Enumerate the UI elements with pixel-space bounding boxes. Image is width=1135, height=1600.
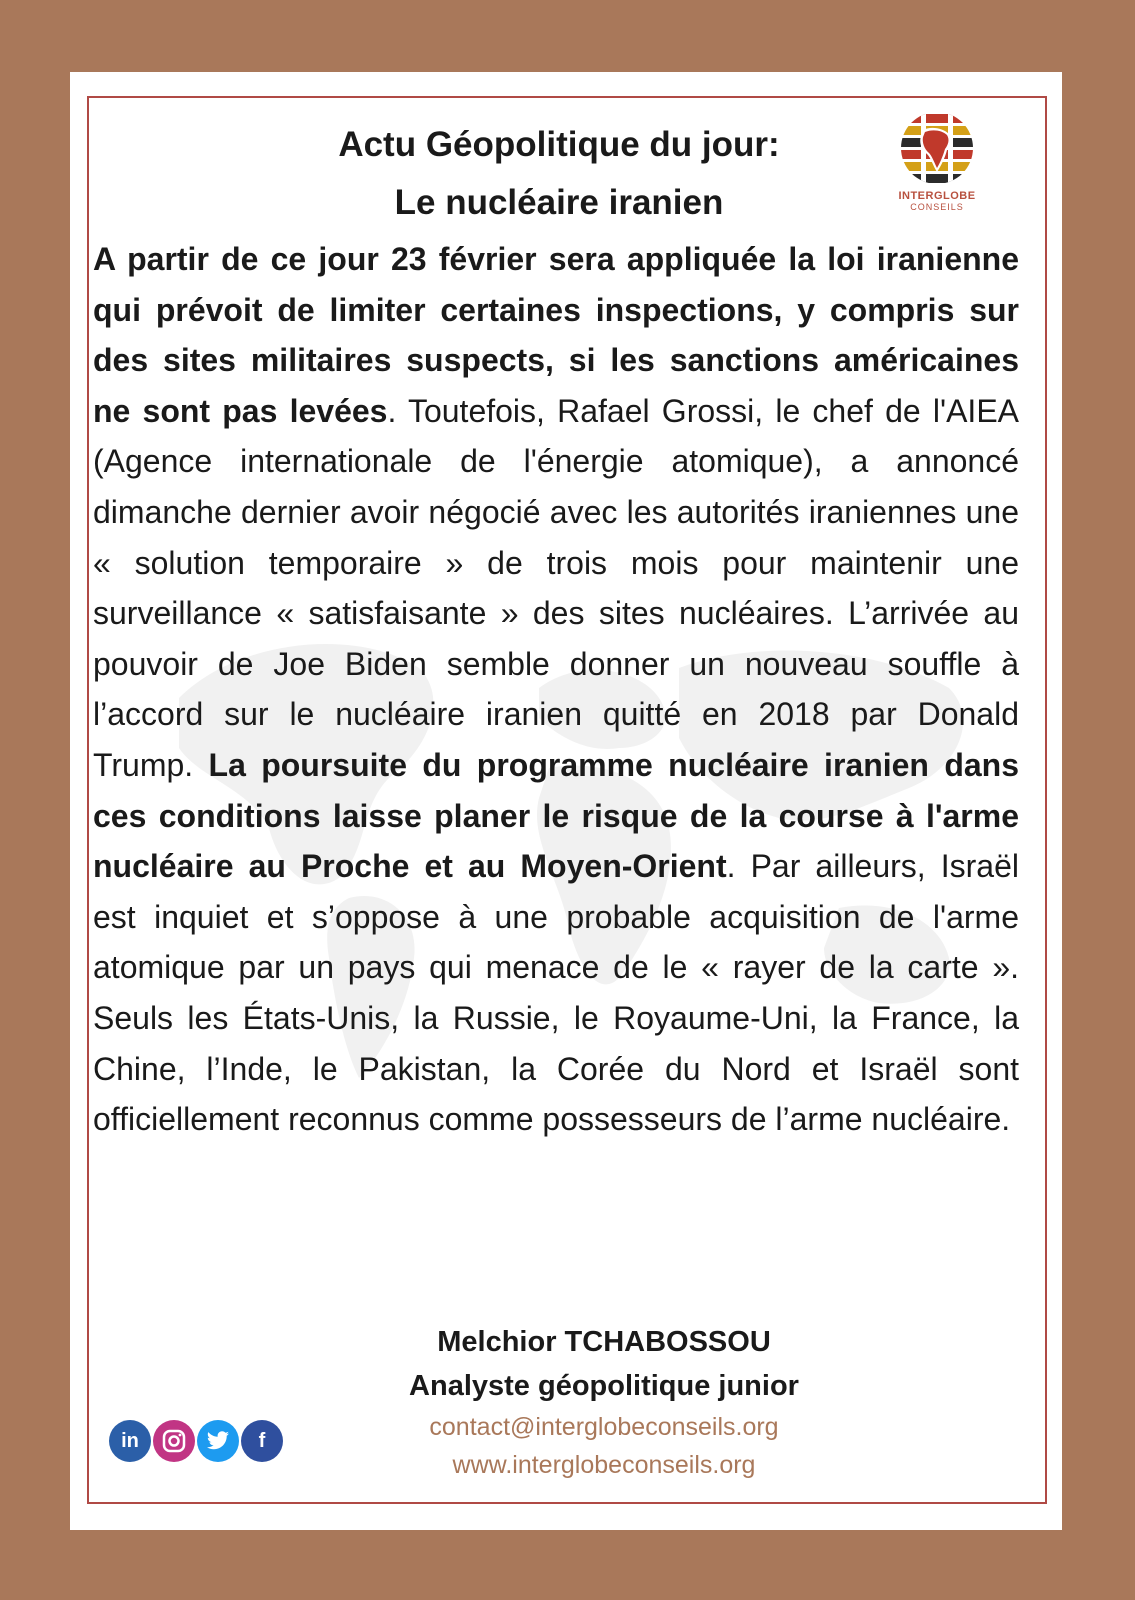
body-bold-1: A partir de ce jour 23 février sera appliquée la loi iranienne qui prévoit de limiter certaines inspections, y compris sur des sites militaires suspects, si les sanctions américaines ne sont pas levées <box>93 241 1019 429</box>
author-role: Analyste géopolitique junior <box>409 1370 799 1402</box>
facebook-icon[interactable]: f <box>241 1420 283 1462</box>
headline-line-2: Le nucléaire iranien <box>394 183 724 222</box>
body-text-2: . Toutefois, Rafael Grossi, le chef de l'AIEA (Agence internationale de l'énergie atomique), a annoncé dimanche dernier avoir négocié avec les autorités iraniennes une « solution temporaire » de trois mois pour maintenir une surveillance « satisfaisante » des sites nucléaires. L’arrivée au pouvoir de Joe Biden semble donner un nouveau souffle à l’accord sur le nucléaire iranien quitté en 2018 par Donald Trump. <box>93 392 1020 783</box>
content-frame <box>87 96 1047 1504</box>
contact-email[interactable]: contact@interglobeconseils.org <box>429 1413 779 1441</box>
logo-brand: INTERGLOBE <box>898 190 976 202</box>
linkedin-icon[interactable]: in <box>109 1420 151 1462</box>
twitter-icon[interactable] <box>197 1420 239 1462</box>
headline-line-1: Actu Géopolitique du jour: <box>338 125 780 164</box>
article-body <box>93 234 1019 1145</box>
website-link[interactable]: www.interglobeconseils.org <box>452 1451 756 1479</box>
social-icons <box>109 1420 283 1464</box>
instagram-icon[interactable] <box>153 1420 195 1462</box>
interglobe-logo <box>882 108 992 228</box>
document-sheet <box>70 72 1062 1530</box>
body-text-4: . Par ailleurs, Israël est inquiet et s’oppose à une probable acquisition de l'arme atomique par un pays qui menace de le « rayer de la carte ». Seuls les États-Unis, la Russie, le Royaume-Uni, la France, la Chine, l’Inde, le Pakistan, la Corée du Nord et Israël sont officiellement reconnus comme possesseurs de l’arme nucléaire. <box>93 848 1020 1138</box>
body-bold-3: La poursuite du programme nucléaire iranien dans ces conditions laisse planer le risque de la course à l'arme nucléaire au Proche et au Moyen-Orient <box>93 746 1020 885</box>
author-name: Melchior TCHABOSSOU <box>437 1326 771 1358</box>
logo-subtitle: CONSEILS <box>910 202 964 212</box>
globe-africa-icon <box>897 108 977 188</box>
